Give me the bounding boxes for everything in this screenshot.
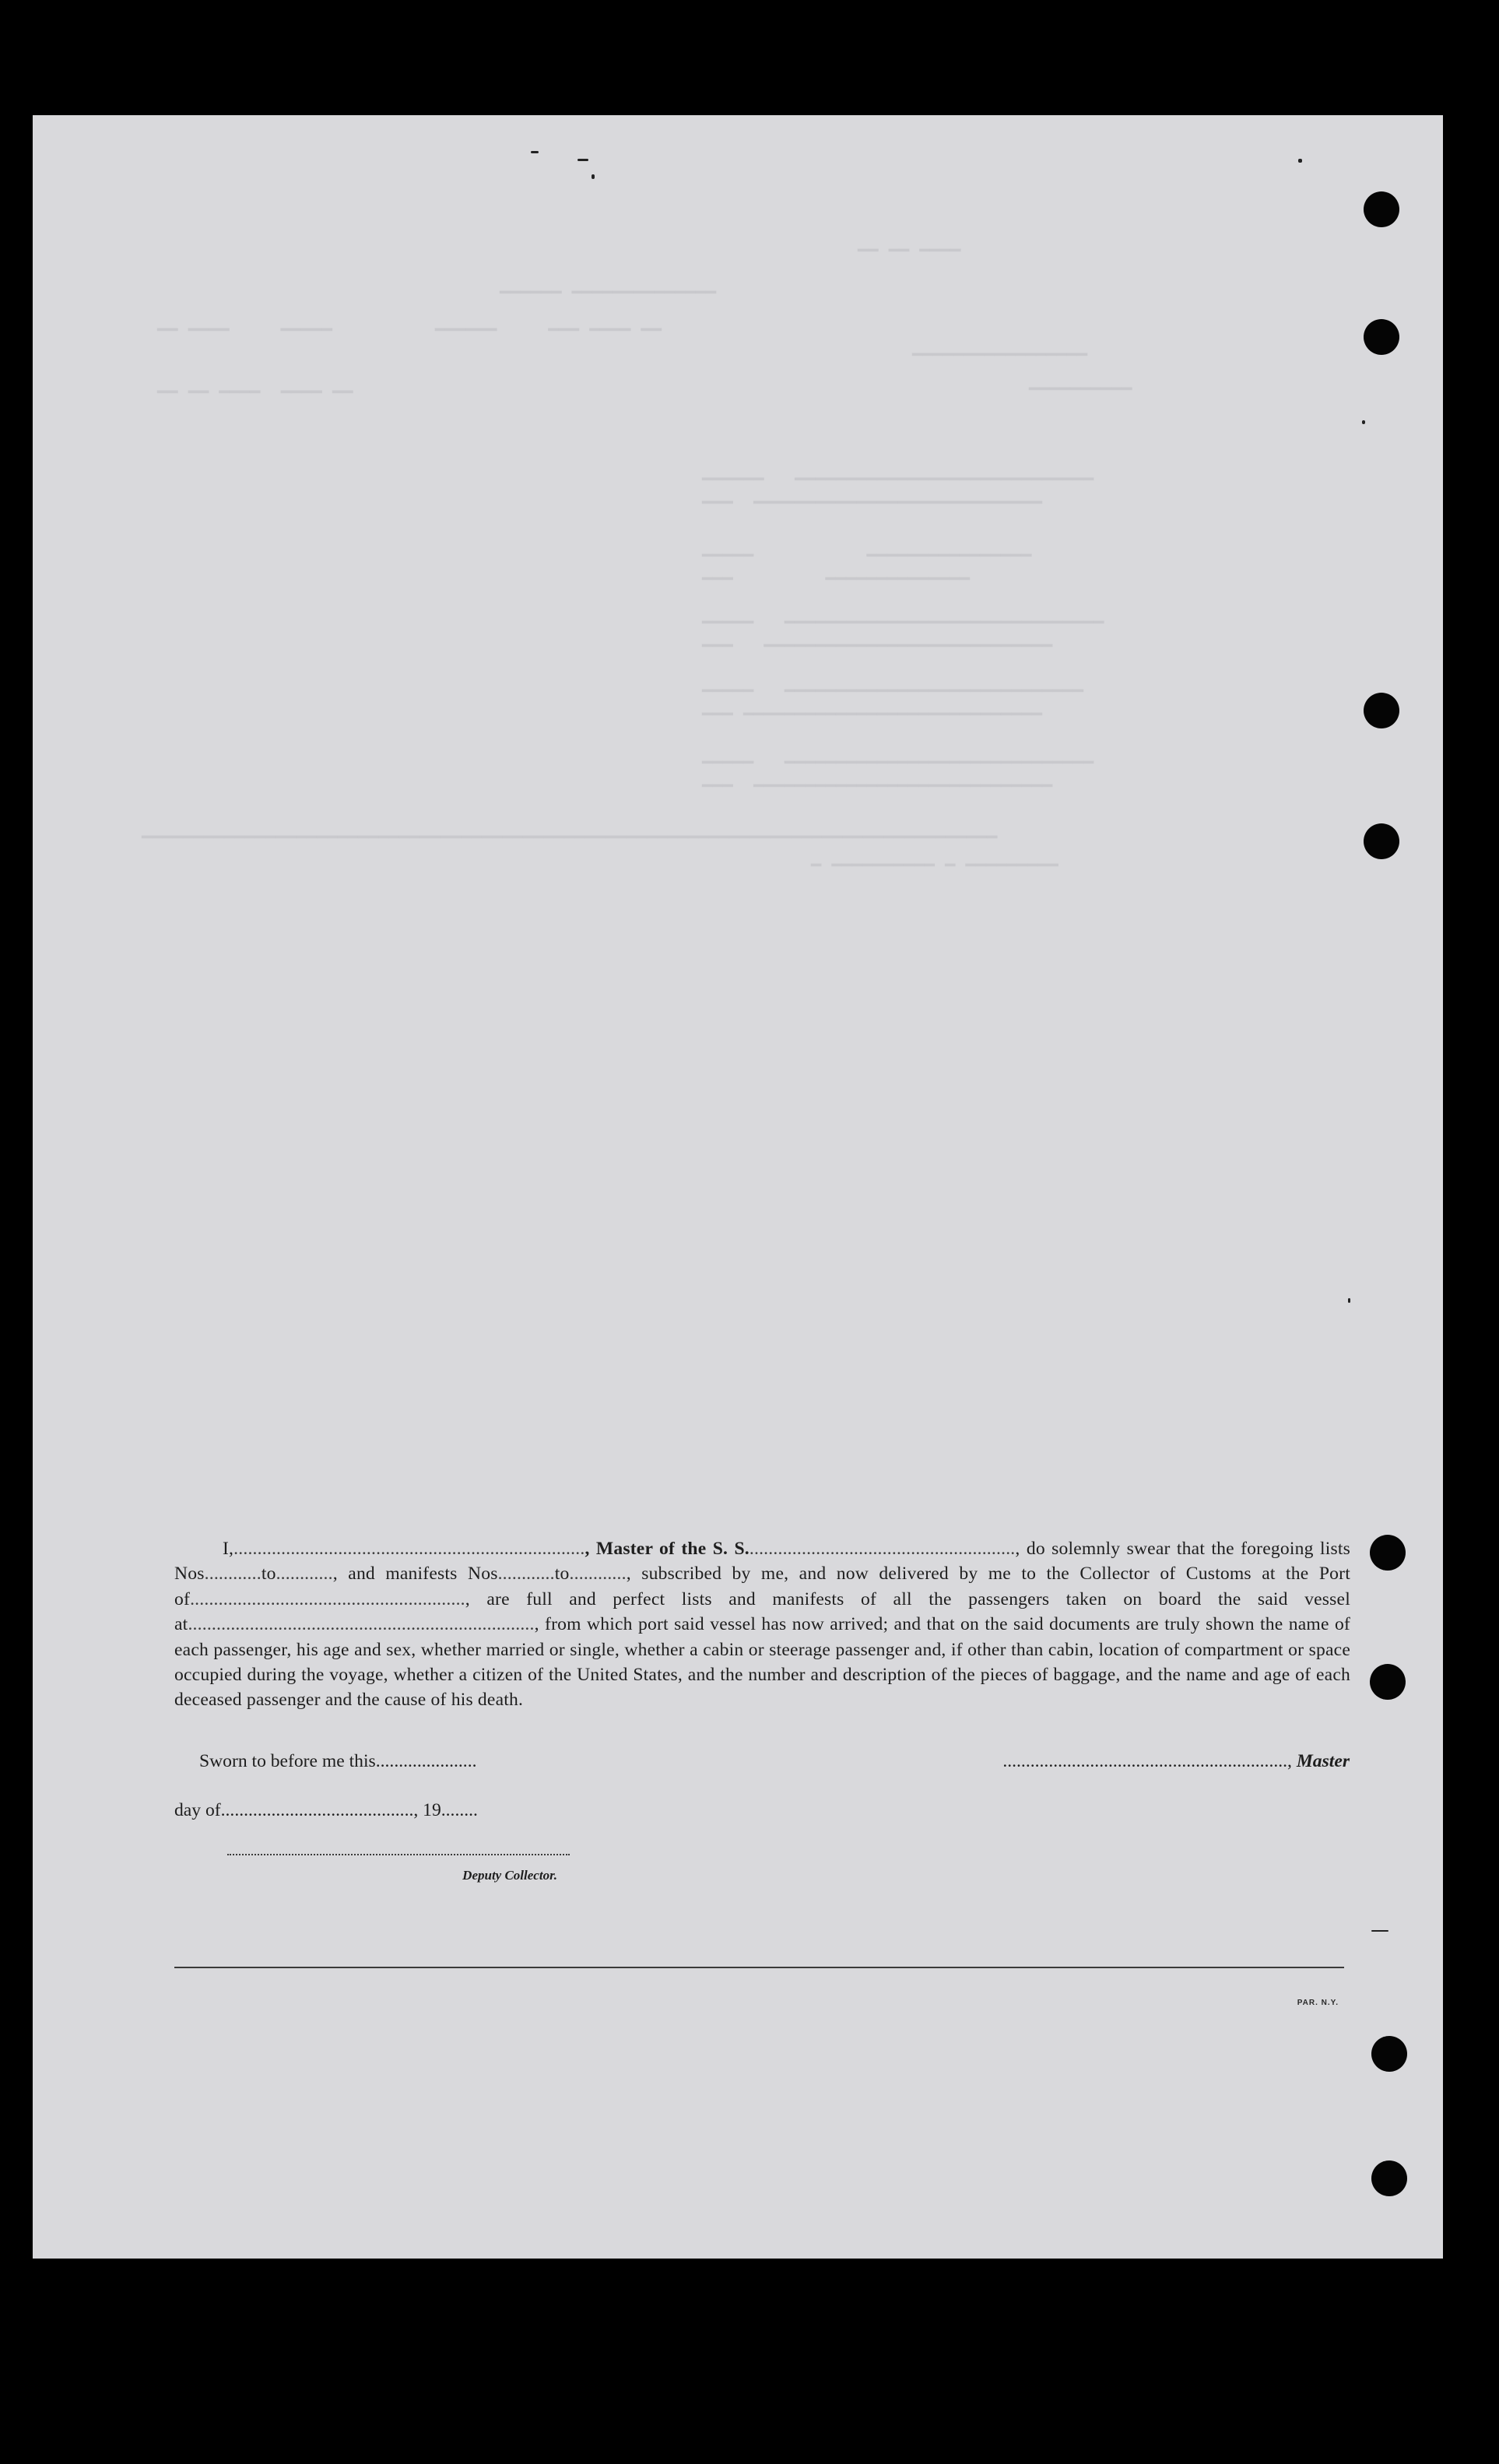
punch-hole [1370,1535,1406,1571]
master-signature-blank[interactable]: .............................................................. [1002,1751,1288,1771]
punch-hole [1364,693,1399,728]
bleed-through-text: ━━━━━━━━━━ [1029,381,1132,400]
punch-hole [1371,2160,1407,2196]
punch-hole [1364,191,1399,227]
speck-mark [1362,420,1365,424]
manifest-page [33,115,1443,2259]
master-label: Master [1296,1751,1350,1771]
departure-port-blank[interactable]: ......................................................................... [188,1614,535,1635]
deputy-signature-line[interactable] [227,1854,570,1855]
month-blank[interactable]: .......................................... [220,1800,414,1820]
punch-hole [1371,2036,1407,2072]
to-text: to [554,1564,570,1585]
speck-mark [592,174,595,179]
bleed-through-text: ━━━ ━━━━━━━━━━━━━━━━━━━━━━━━━━━━━ [702,777,1053,797]
year-blank[interactable]: ........ [441,1800,478,1820]
oath-paragraph [174,1536,1350,1713]
horizontal-rule [174,1967,1344,1968]
punch-hole [1364,319,1399,355]
lists-to-blank[interactable]: ............ [276,1564,333,1585]
bleed-through-text: ━━━━━━ ━━━━━━━━━━━━━━ [500,284,717,304]
bleed-through-text: ━━━ ━━━━━━━━━━━━━━ [702,570,970,590]
manifests-to-blank[interactable]: ............ [569,1564,627,1585]
bleed-through-text: ━━━━━━━━━━━━━━━━━ [912,346,1088,366]
speck-mark [1298,159,1302,163]
master-name-blank[interactable]: .......................................................................... [233,1539,585,1559]
bleed-through-text: ━━━ ━━━━━━━━━━━━━━━━━━━━━━━━━━━━ [702,494,1043,514]
bleed-through-text: ━━ ━━━━ ━━━━━ ━━━━━━ ━━━ ━━━━ ━━ [157,321,662,341]
from-which-text: , from which [534,1614,633,1635]
bleed-through-text: ━━━━━━━━━━━━━━━━━━━━━━━━━━━━━━━━━━━━━━━━━━━━━━━━━━━━━━━━━━━━━━━━━━━━━━━━━━━━━━━━━━━ [142,829,998,848]
lists-from-blank[interactable]: ............ [204,1564,262,1585]
subscribed-text: , subscribed by me, and now [626,1564,869,1585]
bleed-through-text: ━━ ━━ ━━━━ ━━━━ ━━ [157,384,353,403]
day-row [174,1800,478,1821]
delivered-text: delivered by me to the Collector of Customs at the Port of [174,1564,1350,1609]
day-of-label: day of [174,1800,221,1820]
year-prefix: , 19 [413,1800,441,1820]
manifests-from-blank[interactable]: ............ [497,1564,555,1585]
do-solemnly-text: , do solemnly [1015,1539,1121,1559]
punch-hole [1370,1664,1406,1700]
manifests-of-text: manifests of all the passengers taken on board the said vessel at [174,1588,1350,1635]
bleed-through-text: ━━ ━━ ━━━━ [858,242,961,261]
bleed-through-text: ━━━━━ ━━━━━━━━━━━━━━━━━━━━━━━━━━━━━━ [702,754,1094,774]
sworn-label: Sworn to before me this [199,1751,376,1771]
oath-i: I, [223,1539,234,1559]
printer-mark: PAR. N.Y. [1297,1999,1339,2007]
bleed-through-text: ━━━━━━ ━━━━━━━━━━━━━━━━━━━━━━━━━━━━━ [702,471,1094,490]
port-blank[interactable]: .......................................................... [190,1588,465,1609]
and-manifests-text: , and manifests Nos [332,1564,498,1585]
bleed-through-text: ━━━ ━━━━━━━━━━━━━━━━━━━━━━━━━━━━ [702,637,1053,657]
speck-mark [1348,1298,1350,1303]
bleed-through-text: ━ ━━━━━━━━━━ ━ ━━━━━━━━━ [811,857,1058,876]
speck-mark [531,151,539,153]
speck-mark [577,159,588,161]
speck-mark [1371,1930,1388,1932]
ship-name-blank[interactable]: ........................................................ [749,1539,1016,1559]
comma: , [1287,1751,1297,1771]
master-signature [867,1751,1350,1772]
deputy-collector-label: Deputy Collector. [462,1868,557,1883]
bleed-through-text: ━━━━━ ━━━━━━━━━━━━━━━━━━━━━━━━━━━━━ [702,683,1083,702]
sworn-date-blank[interactable]: ...................... [375,1751,477,1771]
sworn-row [199,1751,477,1772]
punch-hole [1364,823,1399,859]
master-of-ship-label: , Master of the S. S. [585,1539,750,1559]
bleed-through-text: ━━━ ━━━━━━━━━━━━━━━━━━━━━━━━━━━━━ [702,706,1043,725]
bleed-through-text: ━━━━━ ━━━━━━━━━━━━━━━━━━━━━━━━━━━━━━━ [702,614,1104,634]
bleed-through-text: ━━━━━ ━━━━━━━━━━━━━━━━ [702,547,1032,567]
to-text: to [261,1564,276,1585]
oath-remainder-text: port said vessel has now arrived; and that on the said documents are truly shown the name of each passenger, his age and sex, whether married or single, whether a cabin or steerage passenger and, if other than cabin, location of compartment or space occupied during the voyage, whether a citizen of the United States, and the number and description of the pieces of baggage, and the name and age of each deceased passenger and the cause of his death. [174,1614,1350,1711]
are-full-text: , are full and perfect lists and [465,1588,756,1609]
swear-text: swear that the foregoing lists Nos [174,1539,1350,1585]
